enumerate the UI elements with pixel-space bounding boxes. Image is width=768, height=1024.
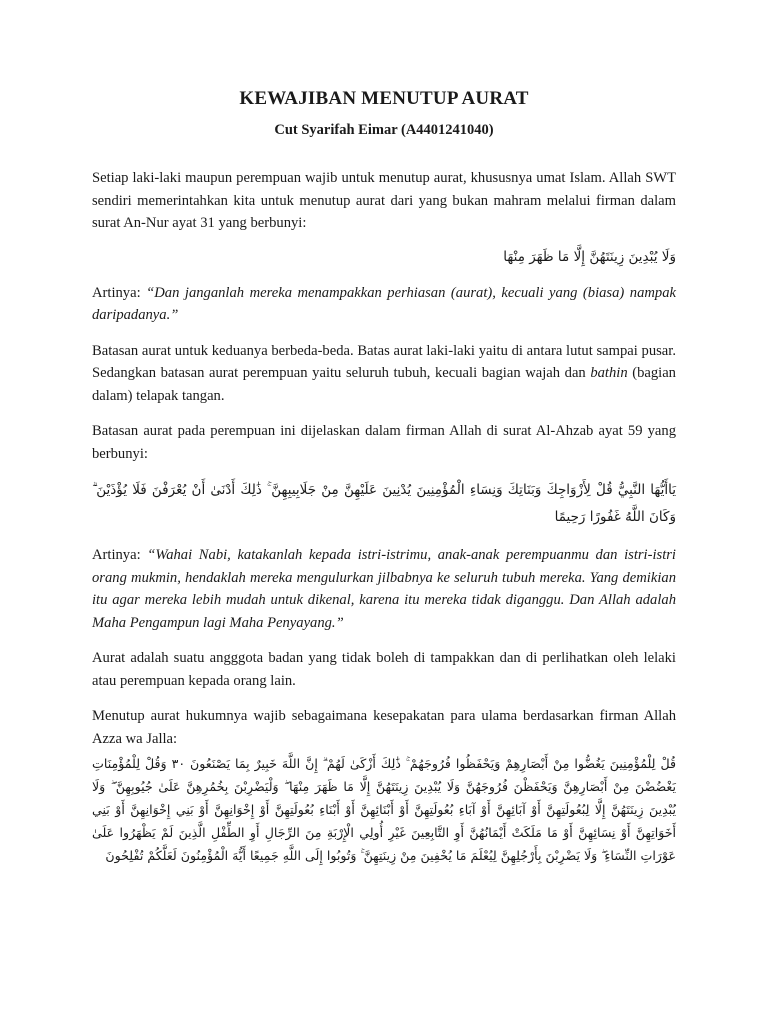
arabic-verse-al-ahzab-59: يَاأَيُّهَا النَّبِيُّ قُلْ لِأَزْوَاجِكَ وَبَنَاتِكَ وَنِسَاءِ الْمُؤْمِنِينَ يُدْنِينَ عَلَيْهِنَّ مِنْ جَلَابِيبِهِنَّ ۚ ذَٰلِكَ أَدْنَىٰ أَنْ يُعْرَفْنَ فَلَا يُؤْذَيْنَ ۗ وَكَانَ اللَّهُ غَفُورًا رَحِيمًا [92, 482, 676, 525]
translation-label: Artinya: [92, 547, 148, 563]
italic-term-bathin: bathin [590, 365, 628, 381]
paragraph-batasan-aurat [92, 340, 676, 408]
document-author: Cut Syarifah Eimar (A4401241040) [274, 122, 494, 138]
translation-label: Artinya: [92, 284, 147, 301]
text-segment: Batasan aurat untuk keduanya berbeda-beda. Batas aurat laki-laki yaitu di antara lutut sampai pusar. Sedangkan batasan aurat perempuan yaitu seluruh tubuh, kecuali bagian wajah dan [92, 342, 676, 381]
translation-text: “Dan janganlah mereka menampakkan perhiasan (aurat), kecuali yang (biasa) nampak daripadanya.” [92, 284, 676, 323]
translation-text: “Wahai Nabi, katakanlah kepada istri-istrimu, anak-anak perempuanmu dan istri-istri orang mukmin, hendaklah mereka mengulurkan jilbabnya ke seluruh tubuh mereka. Yang demikian itu agar mereka lebih mudah untuk dikenal, karena itu mereka tidak diganggu. Dan Allah adalah Maha Pengampun lagi Maha Penyayang.” [92, 547, 676, 631]
paragraph-definition-aurat: Aurat adalah suatu angggota badan yang tidak boleh di tampakkan dan di perlihatkan oleh lelaki atau perempuan kepada orang lain. [92, 650, 676, 689]
translation-al-ahzab-59 [92, 544, 676, 634]
document-title: KEWAJIBAN MENUTUP AURAT [239, 88, 529, 109]
paragraph-intro: Setiap laki-laki maupun perempuan wajib untuk menutup aurat, khususnya umat Islam. Allah SWT sendiri memerintahkan kita untuk menutup aurat dari yang bukan mahram melalui firman dalam surat An-Nur ayat 31 yang berbunyi: [92, 170, 676, 231]
translation-an-nur-31 [92, 282, 676, 327]
paragraph-al-ahzab-intro: Batasan aurat pada perempuan ini dijelaskan dalam firman Allah di surat Al-Ahzab ayat 59 yang berbunyi: [92, 423, 676, 462]
arabic-verse-an-nur-30-31: قُلْ لِلْمُؤْمِنِينَ يَغُضُّوا مِنْ أَبْصَارِهِمْ وَيَحْفَظُوا فُرُوجَهُمْ ۚ ذَٰلِكَ أَزْكَىٰ لَهُمْ ۗ إِنَّ اللَّهَ خَبِيرٌ بِمَا يَصْنَعُونَ ٣٠ وَقُلْ لِلْمُؤْمِنَاتِ يَغْضُضْنَ مِنْ أَبْصَارِهِنَّ وَيَحْفَظْنَ فُرُوجَهُنَّ وَلَا يُبْدِينَ زِينَتَهُنَّ إِلَّا مَا ظَهَرَ مِنْهَا ۖ وَلْيَضْرِبْنَ بِخُمُرِهِنَّ عَلَىٰ جُيُوبِهِنَّ ۖ وَلَا يُبْدِينَ زِينَتَهُنَّ إِلَّا لِبُعُولَتِهِنَّ أَوْ آبَائِهِنَّ أَوْ آبَاءِ بُعُولَتِهِنَّ أَوْ أَبْنَائِهِنَّ أَوْ أَبْنَاءِ بُعُولَتِهِنَّ أَوْ إِخْوَانِهِنَّ أَوْ بَنِي إِخْوَانِهِنَّ أَوْ بَنِي أَخَوَاتِهِنَّ أَوْ نِسَائِهِنَّ أَوْ مَا مَلَكَتْ أَيْمَانُهُنَّ أَوِ التَّابِعِينَ غَيْرِ أُولِي الْإِرْبَةِ مِنَ الرِّجَالِ أَوِ الطِّفْلِ الَّذِينَ لَمْ يَظْهَرُوا عَلَىٰ عَوْرَاتِ النِّسَاءِ ۖ وَلَا يَضْرِبْنَ بِأَرْجُلِهِنَّ لِيُعْلَمَ مَا يُخْفِينَ مِنْ زِينَتِهِنَّ ۚ وَتُوبُوا إِلَى اللَّهِ جَمِيعًا أَيُّهَ الْمُؤْمِنُونَ لَعَلَّكُمْ تُفْلِحُونَ [92, 756, 676, 863]
paragraph-hukum-menutup-aurat: Menutup aurat hukumnya wajib sebagaimana kesepakatan para ulama berdasarkan firman Allah Azza wa Jalla: [92, 708, 676, 747]
text-segment: (bagian dalam) telapak tangan. [92, 365, 676, 404]
arabic-verse-an-nur-31: وَلَا يُبْدِينَ زِينَتَهُنَّ إِلَّا مَا ظَهَرَ مِنْهَا [503, 248, 676, 265]
